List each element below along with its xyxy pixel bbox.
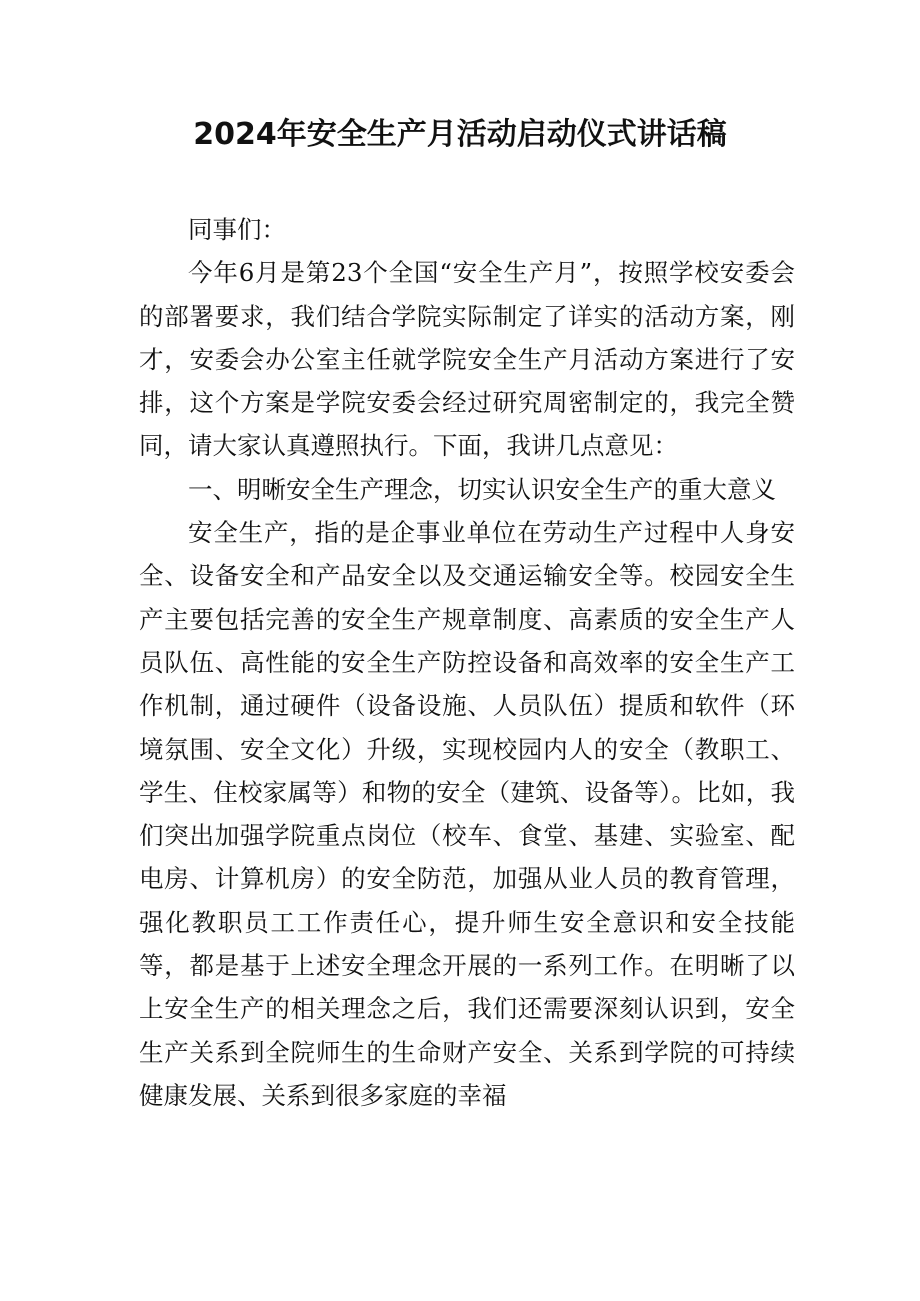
document-title: 2024年安全生产月活动启动仪式讲话稿 <box>193 117 727 152</box>
salutation-paragraph: 同事们： <box>188 215 286 244</box>
intro-paragraph: 今年6月是第23个全国“安全生产月”，按照学校安委会的部署要求，我们结合学院实际制定了详实的活动方案，刚才，安委会办公室主任就学院安全生产月活动方案进行了安排，这个方案是学院安委会经过研究周密制定的，我完全赞同，请大家认真遵照执行。下面，我讲几点意见： <box>139 258 795 461</box>
section-heading: 一、明晰安全生产理念，切实认识安全生产的重大意义 <box>188 474 776 504</box>
document-body <box>139 208 795 1117</box>
body-paragraph: 安全生产，指的是企事业单位在劳动生产过程中人身安全、设备安全和产品安全以及交通运输安全等。校园安全生产主要包括完善的安全生产规章制度、高素质的安全生产人员队伍、高性能的安全生产防控设备和高效率的安全生产工作机制，通过硬件（设备设施、人员队伍）提质和软件（环境氛围、安全文化）升级，实现校园内人的安全（教职工、学生、住校家属等）和物的安全（建筑、设备等）。比如，我们突出加强学院重点岗位（校车、食堂、基建、实验室、配电房、计算机房）的安全防范，加强从业人员的教育管理，强化教职员工工作责任心，提升师生安全意识和安全技能等，都是基于上述安全理念开展的一系列工作。在明晰了以上安全生产的相关理念之后，我们还需要深刻认识到，安全生产关系到全院师生的生命财产安全、关系到学院的可持续健康发展、关系到很多家庭的幸福 <box>139 518 795 1110</box>
